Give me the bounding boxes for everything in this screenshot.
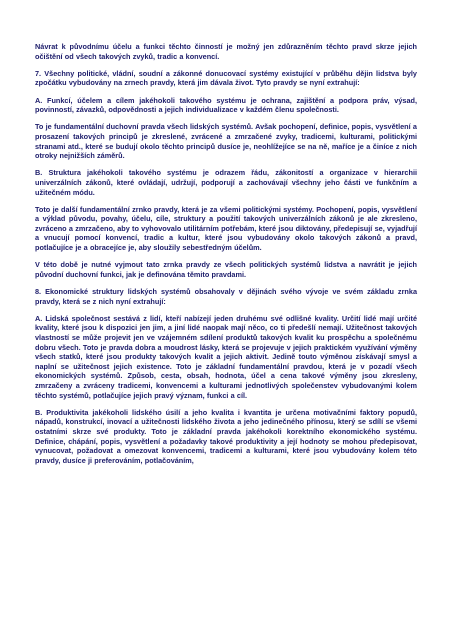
paragraph: 7. Všechny politické, vládní, soudní a zákonné donucovací systémy existující v průběhu dějin lidstva byly zpočátku vybudovány na zrnech pravdy, která jim dávala život. Tyto pravdy se nyní extrahují:: [35, 68, 417, 88]
paragraph: A. Lidská společnost sestává z lidí, kteří nabízejí jeden druhému své odlišné kvality. Určití lidé mají určité kvality, které jsou k dispozici jen jim, a jiní lidé naopak mají něco, co ti předešlí nemají. Užitečnost takových vlastností se může projevit jen ve vzájemném sdílení produktů takových kvalit ku prospěchu a společnému dobru všech. Toto je pravda dobra a moudrost lásky, která se projevuje v jejich praktickém využívání výměny všech statků, které jsou produkty takových kvalit a jejich aktivit. Jedině touto výměnou získávají smysl a naplní se užitečnost jejich existence. Toto je základní fundamentální pravdou, která je v pozadí všech ekonomických systémů. Způsob, cesta, obsah, hodnota, účel a cena takové výměny jsou zkresleny, zmrzačeny a zvráceny tradicemi, konvencemi a kulturami jednotlivých společenstev vybudovanými kolem těchto systémů, potlačujíce jejich pravý význam, funkci a cíl.: [35, 313, 417, 400]
paragraph: B. Produktivita jakékoholi lidského úsilí a jeho kvalita i kvantita je určena motivačními faktory popudů, nápadů, konstrukcí, inovací a užitečnosti lidského života a jeho jedinečného přínosu, který se sdílí se všemi ostatními skrze své produkty. Toto je základní pravda jakéhokoli korektního ekonomického systému. Definice, chápání, popis, vysvětlení a požadavky takové produktivity a její hodnoty se mohou předepisovat, vynucovat, požadovat a omezovat konvencemi, tradicemi a kulturami, které jsou vybudovány kolem této pravdy, dusíce ji preferováním, potlačováním,: [35, 407, 417, 465]
paragraph: V této době je nutné vyjmout tato zrnka pravdy ze všech politických systémů lidstva a navrátit je jejich původní duchovní funkci, jak je definována těmito pravdami.: [35, 260, 417, 279]
paragraph: To je fundamentální duchovní pravda všech lidských systémů. Avšak pochopení, definice, popis, vysvětlení a prosazení takových principů je zkreslené, zvrácené a zmrzačené zvyky, tradicemi, kulturami, politickými stranami atd., které se budují okolo těchto principů dusíce je, neohlížejíce se na ně, maříce je a činíce z nich otroky nejnižších záměrů.: [35, 122, 417, 161]
paragraph: Toto je další fundamentální zrnko pravdy, která je za všemi politickými systémy. Pochopení, popis, vysvětlení a výklad původu, povahy, účelu, cíle, struktury a použití takových univerzálních zákonů je ale zkresleno, zvráceno a zmrzačeno, aby to vyhovovalo utilitárním potřebám, které jsou diktovány, předepisují se, vyjadřují a vnucují pomocí konvencí, tradic a kultur, které jsou vybudovány okolo takových zákonů a pravd, potlačujíce je a obracejíce je, aby sloužily sebestředným účelům.: [35, 204, 417, 253]
paragraph: Návrat k původnímu účelu a funkci těchto činností je možný jen zdůrazněním těchto pravd skrze jejich očištění od všech takových zvyků, tradic a konvencí.: [35, 42, 417, 61]
paragraph: B. Struktura jakéhokoli takového systému je odrazem řádu, zákonitostí a organizace v hierarchii univerzálních zákonů, které ovládají, udržují, podporují a zachovávají všechny jeho části ve funkčním a užitečném módu.: [35, 168, 417, 197]
paragraph: A. Funkcí, účelem a cílem jakéhokoli takového systému je ochrana, zajištění a podpora práv, výsad, povinností, závazků, odpovědnosti a jejich individualizace v každém členu společnosti.: [35, 95, 417, 115]
paragraph: 8. Ekonomické struktury lidských systémů obsahovaly v dějinách svého vývoje ve svém základu zrnka pravdy, která se z nich nyní extrahují:: [35, 287, 417, 306]
